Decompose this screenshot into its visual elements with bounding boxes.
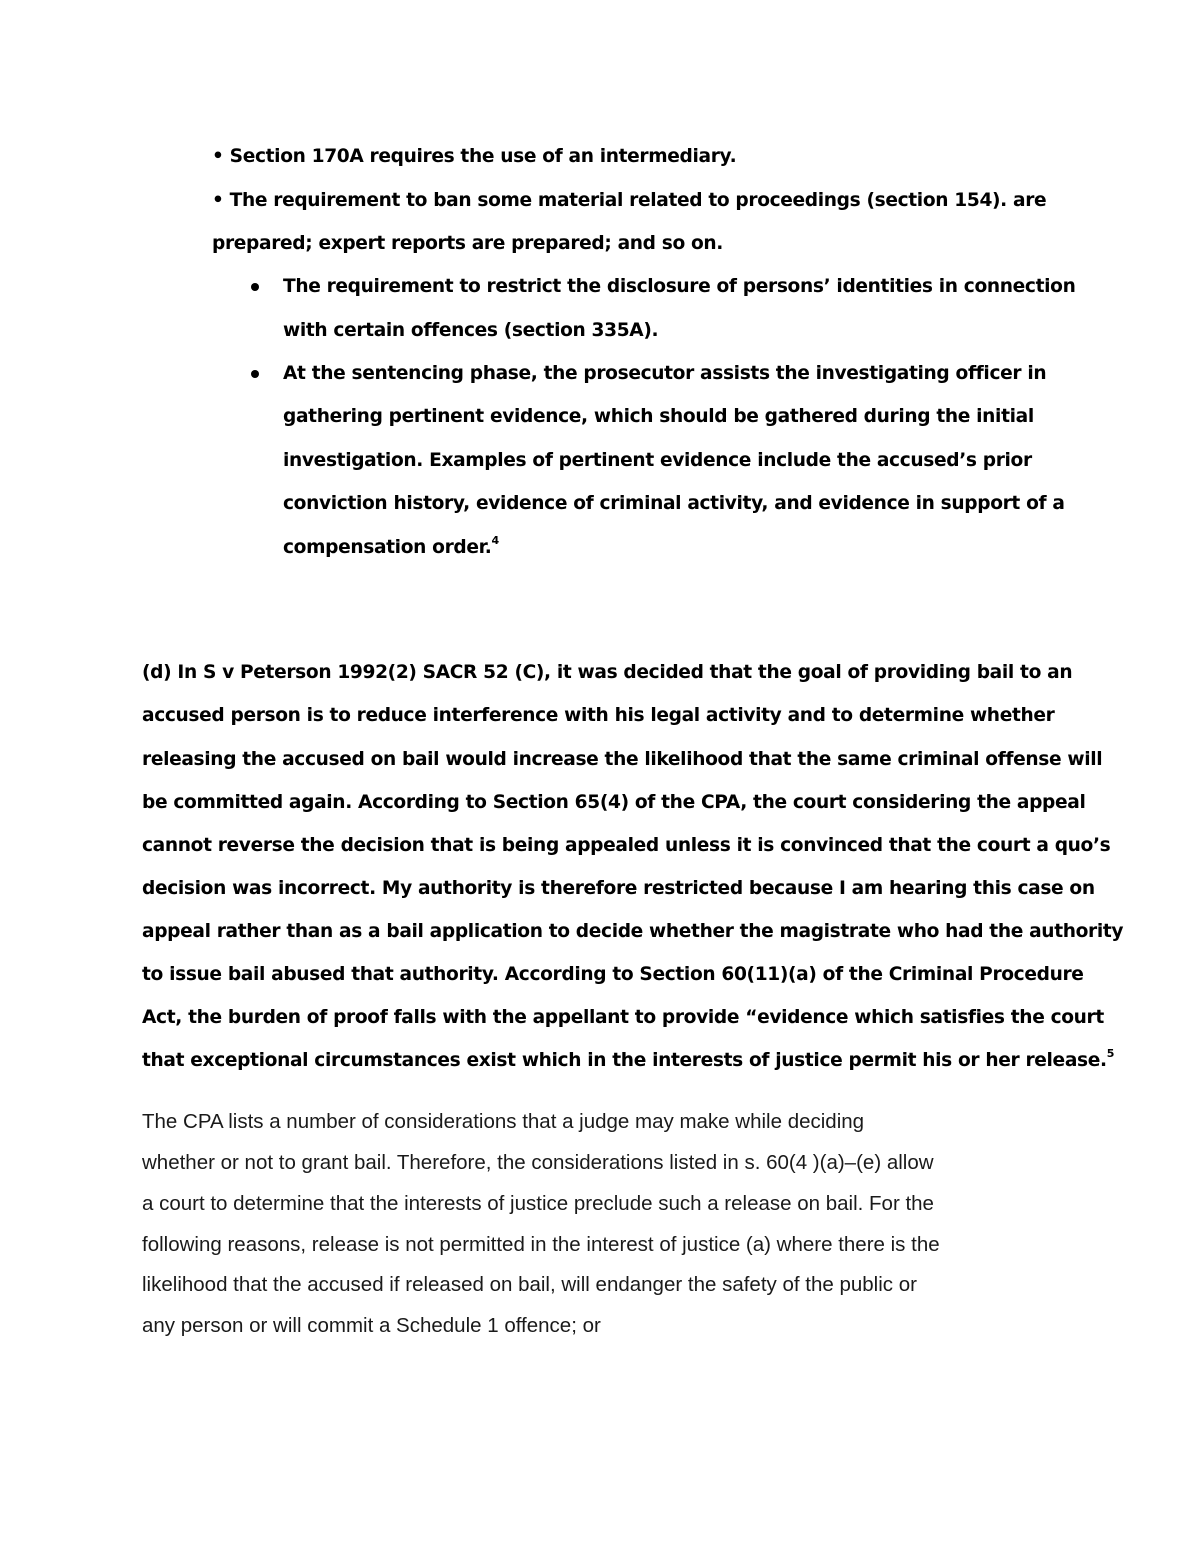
bullet-section-154-line-1: • The requirement to ban some material related to proceedings (section 154). are	[212, 190, 1047, 211]
bullet-section-335a-line-2: with certain offences (section 335A).	[283, 320, 659, 341]
footnote-ref-4: 4	[491, 533, 499, 547]
bullet-sentencing-line-5	[283, 533, 499, 560]
paragraph-d-line-8: to issue bail abused that authority. According to Section 60(11)(a) of the Criminal Procedure	[142, 964, 1084, 985]
paragraph-cpa-line-5: likelihood that the accused if released on bail, will endanger the safety of the public or	[142, 1273, 917, 1296]
paragraph-d-line-3: releasing the accused on bail would increase the likelihood that the same criminal offense will	[142, 749, 1103, 770]
paragraph-d-line-2: accused person is to reduce interference with his legal activity and to determine whether	[142, 705, 1055, 726]
paragraph-d-line-4: be committed again. According to Section 65(4) of the CPA, the court considering the appeal	[142, 792, 1086, 813]
paragraph-d-line-7: appeal rather than as a bail application to decide whether the magistrate who had the authority	[142, 921, 1124, 942]
paragraph-d-line-6: decision was incorrect. My authority is therefore restricted because I am hearing this case on	[142, 878, 1095, 899]
bullet-sentencing-line-4: conviction history, evidence of criminal activity, and evidence in support of a	[283, 493, 1065, 514]
paragraph-d-line-1: (d) In S v Peterson 1992(2) SACR 52 (C), it was decided that the goal of providing bail to an	[142, 662, 1073, 683]
paragraph-cpa-line-3: a court to determine that the interests of justice preclude such a release on bail. For the	[142, 1192, 934, 1215]
bullet-sentencing-line-1: At the sentencing phase, the prosecutor assists the investigating officer in	[283, 363, 1047, 384]
paragraph-d-line-10-text: that exceptional circumstances exist which in the interests of justice permit his or her release.	[142, 1050, 1107, 1071]
paragraph-cpa-line-6: any person or will commit a Schedule 1 offence; or	[142, 1314, 601, 1337]
paragraph-d-line-9: Act, the burden of proof falls with the appellant to provide “evidence which satisfies the court	[142, 1007, 1104, 1028]
bullet-section-170a: • Section 170A requires the use of an intermediary.	[212, 146, 737, 167]
bullet-dot-icon	[251, 370, 259, 378]
bullet-section-335a-line-1: The requirement to restrict the disclosure of persons’ identities in connection	[283, 276, 1076, 297]
paragraph-cpa-line-4: following reasons, release is not permitted in the interest of justice (a) where there is the	[142, 1233, 940, 1256]
bullet-section-154-line-2: prepared; expert reports are prepared; and so on.	[212, 233, 724, 254]
paragraph-d-line-10	[142, 1046, 1115, 1073]
bullet-sentencing-line-3: investigation. Examples of pertinent evidence include the accused’s prior	[283, 450, 1032, 471]
paragraph-cpa-line-1: The CPA lists a number of considerations that a judge may make while deciding	[142, 1110, 865, 1133]
bullet-dot-icon	[251, 283, 259, 291]
paragraph-d-line-5: cannot reverse the decision that is being appealed unless it is convinced that the court a quo’s	[142, 835, 1111, 856]
footnote-ref-5: 5	[1106, 1046, 1115, 1060]
paragraph-cpa-line-2: whether or not to grant bail. Therefore, the considerations listed in s. 60(4 )(a)–(e) allow	[142, 1151, 934, 1174]
bullet-sentencing-line-2: gathering pertinent evidence, which should be gathered during the initial	[283, 406, 1034, 427]
bullet-sentencing-line-5-text: compensation order.	[283, 537, 492, 558]
